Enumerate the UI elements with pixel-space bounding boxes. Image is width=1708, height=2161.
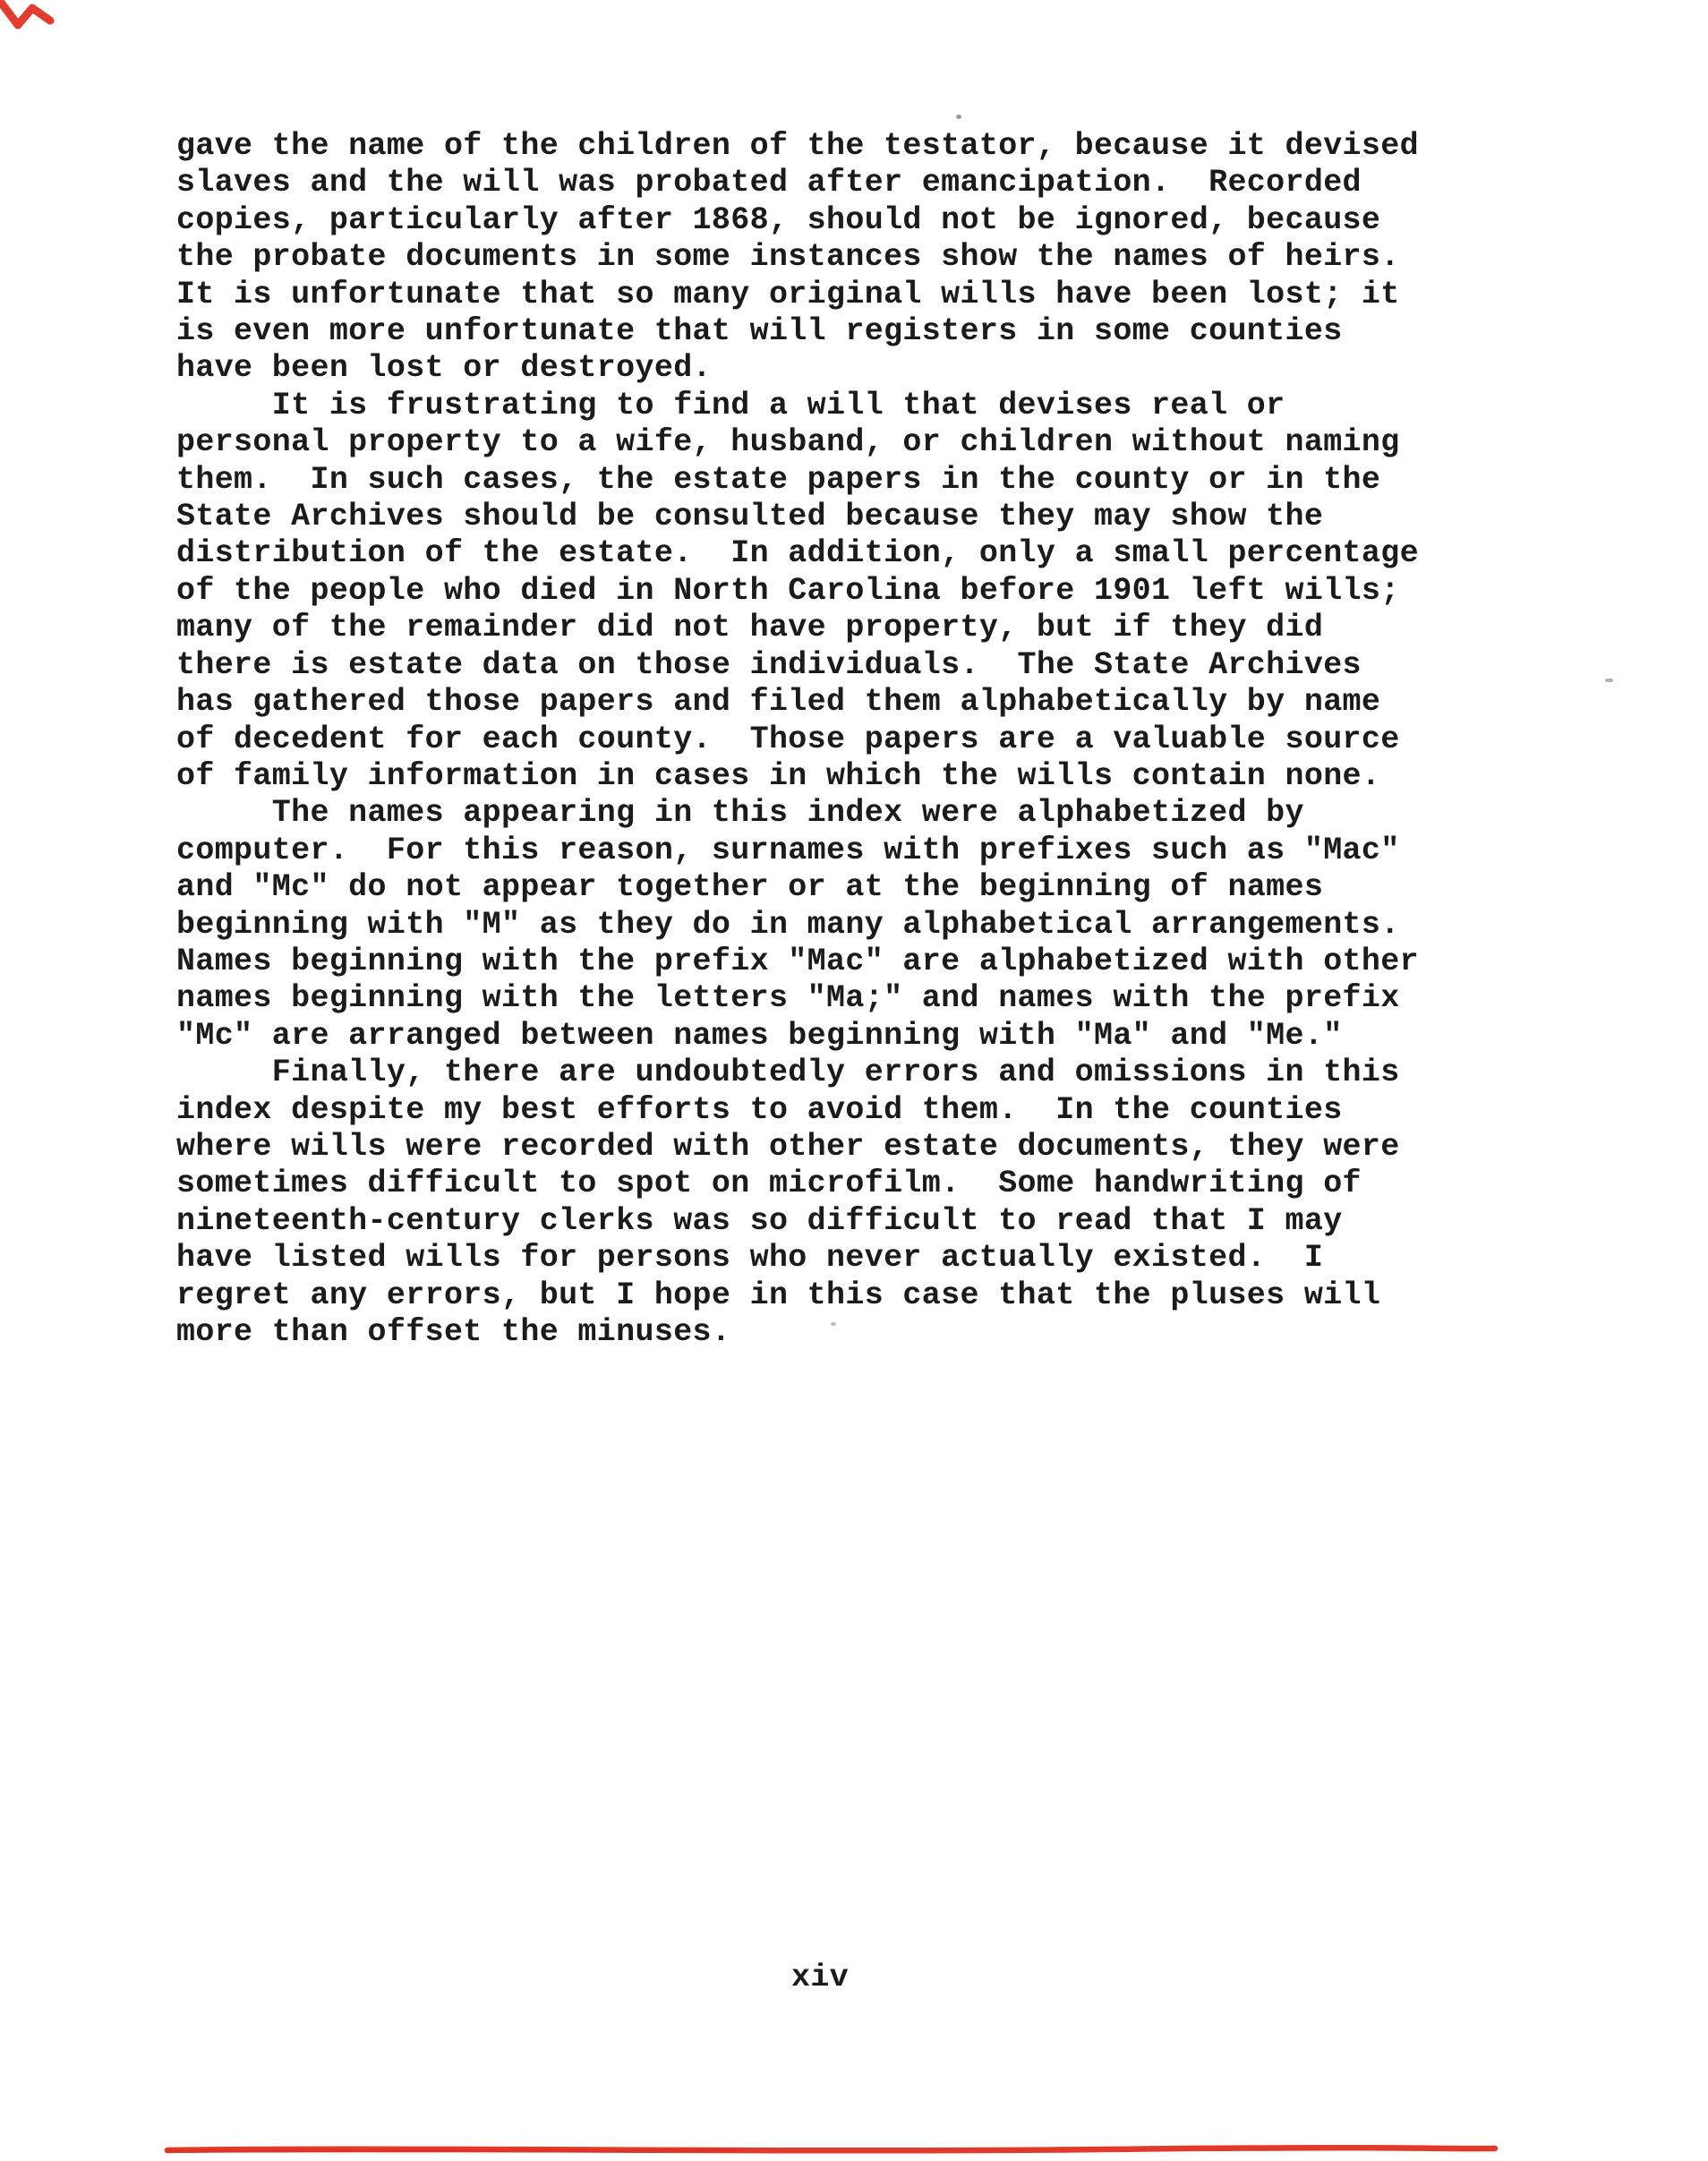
text-line: Finally, there are undoubtedly errors and omissions in this — [176, 1055, 1400, 1091]
text-line: index despite my best efforts to avoid them. In the counties — [176, 1091, 1343, 1128]
text-line: nineteenth-century clerks was so difficult to read that I may — [176, 1202, 1343, 1239]
text-line: the probate documents in some instances show the names of heirs. — [176, 239, 1400, 276]
text-line: Names beginning with the prefix "Mac" are alphabetized with other — [176, 943, 1419, 979]
text-line: names beginning with the letters "Ma;" and names with the prefix — [176, 980, 1400, 1017]
document-text — [176, 128, 1419, 1351]
text-line: there is estate data on those individuals. The State Archives — [176, 646, 1362, 683]
text-line: have listed wills for persons who never actually existed. I — [176, 1240, 1324, 1277]
text-line: them. In such cases, the estate papers in the county or in the — [176, 461, 1381, 498]
text-line: of family information in cases in which the wills contain none. — [176, 757, 1381, 794]
page-number: xiv — [791, 1960, 850, 1995]
text-line: It is frustrating to find a will that devises real or — [176, 387, 1285, 423]
text-line: copies, particularly after 1868, should not be ignored, because — [176, 201, 1381, 238]
text-line: have been lost or destroyed. — [176, 350, 712, 387]
text-line: The names appearing in this index were alphabetized by — [176, 795, 1304, 832]
text-line: many of the remainder did not have property, but if they did — [176, 610, 1324, 646]
red-pen-underline-mark — [164, 2142, 1499, 2158]
text-line: beginning with "M" as they do in many alphabetical arrangements. — [176, 906, 1400, 943]
text-line: slaves and the will was probated after emancipation. Recorded — [176, 165, 1362, 201]
ink-speck — [1605, 679, 1613, 682]
text-line: It is unfortunate that so many original wills have been lost; it — [176, 276, 1400, 312]
text-line: where wills were recorded with other estate documents, they were — [176, 1128, 1400, 1165]
text-line: regret any errors, but I hope in this case that the pluses will — [176, 1277, 1381, 1313]
text-line: gave the name of the children of the testator, because it devised — [176, 128, 1419, 164]
red-pen-scribble-mark — [0, 0, 63, 38]
text-line: of decedent for each county. Those papers are a valuable source — [176, 721, 1400, 757]
text-line: has gathered those papers and filed them alphabetically by name — [176, 684, 1381, 721]
text-line: of the people who died in North Carolina before 1901 left wills; — [176, 572, 1400, 609]
text-line: more than offset the minuses. — [176, 1314, 731, 1350]
ink-speck — [956, 115, 961, 119]
text-line: computer. For this reason, surnames with prefixes such as "Mac" — [176, 832, 1400, 868]
text-line: is even more unfortunate that will registers in some counties — [176, 313, 1343, 350]
text-line: "Mc" are arranged between names beginning with "Ma" and "Me." — [176, 1017, 1343, 1054]
text-line: personal property to a wife, husband, or children without naming — [176, 424, 1400, 461]
text-line: and "Mc" do not appear together or at the beginning of names — [176, 869, 1324, 906]
text-line: sometimes difficult to spot on microfilm. Some handwriting of — [176, 1166, 1362, 1202]
text-line: distribution of the estate. In addition, only a small percentage — [176, 535, 1419, 572]
text-line: State Archives should be consulted because they may show the — [176, 499, 1324, 535]
ink-speck — [831, 1322, 836, 1326]
